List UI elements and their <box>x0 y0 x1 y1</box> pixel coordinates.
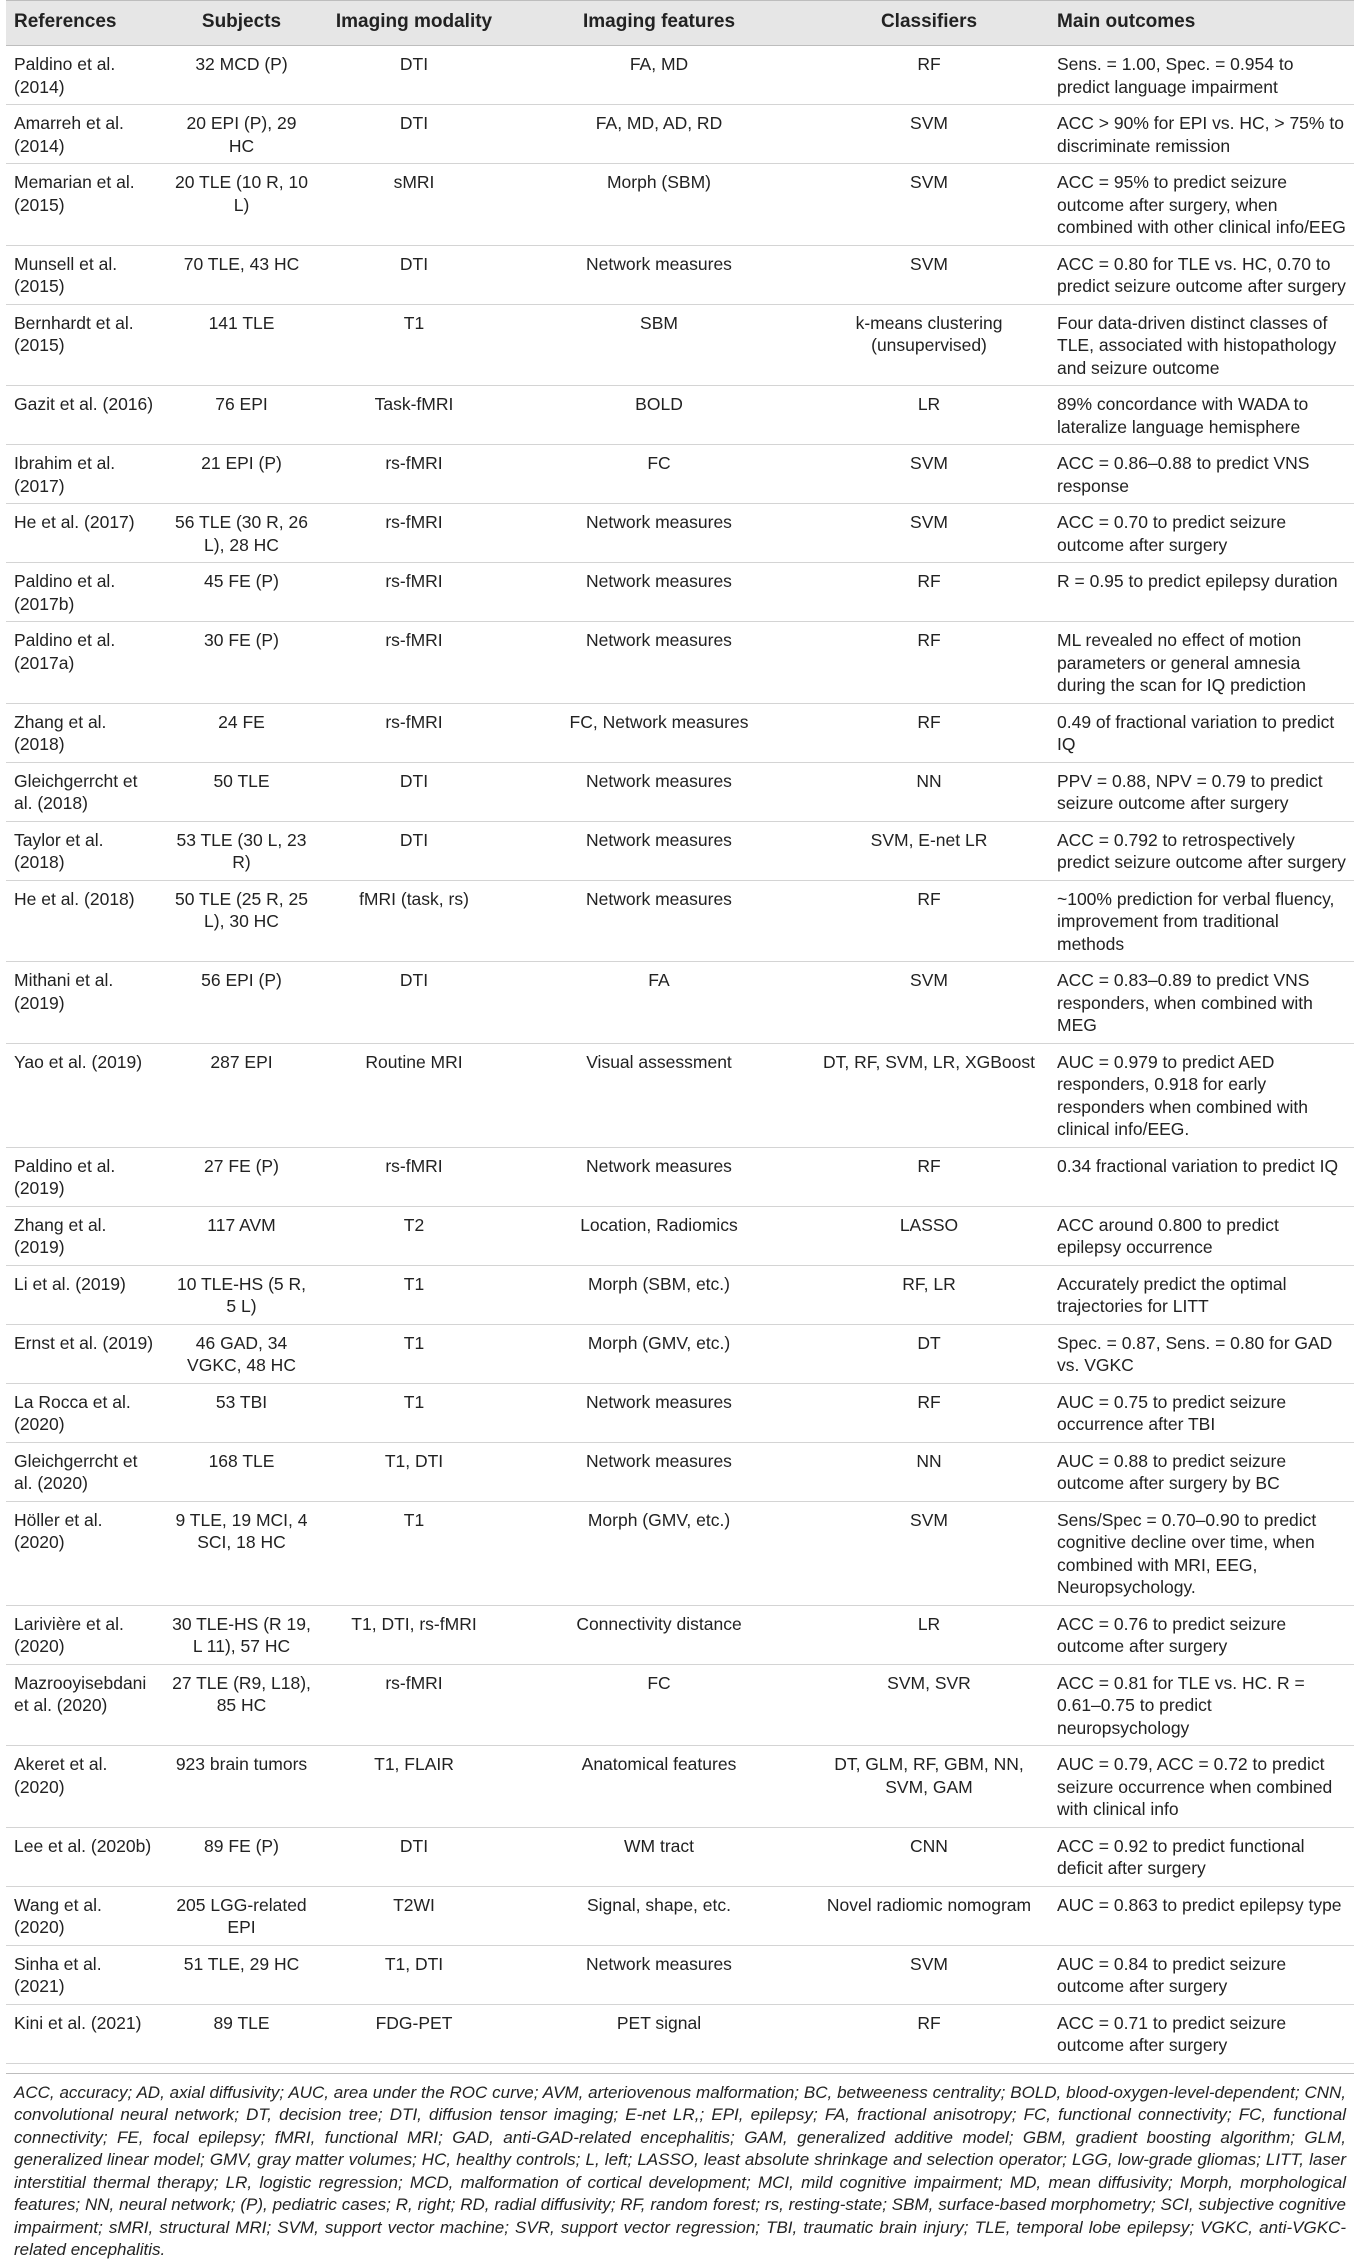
cell-main-outcome: ACC = 0.83–0.89 to predict VNS responders, when combined with MEG <box>1049 962 1354 1044</box>
cell-reference: Munsell et al. (2015) <box>6 245 164 304</box>
cell-imaging-modality: Routine MRI <box>319 1043 509 1147</box>
cell-reference: Memarian et al. (2015) <box>6 164 164 246</box>
table-row <box>6 1664 1354 1746</box>
cell-main-outcome: 0.34 fractional variation to predict IQ <box>1049 1147 1354 1206</box>
cell-subjects: 89 FE (P) <box>164 1827 319 1886</box>
cell-imaging-modality: rs-fMRI <box>319 1147 509 1206</box>
cell-imaging-modality: DTI <box>319 46 509 105</box>
cell-subjects: 30 TLE-HS (R 19, L 11), 57 HC <box>164 1605 319 1664</box>
cell-subjects: 70 TLE, 43 HC <box>164 245 319 304</box>
cell-main-outcome: ACC = 0.86–0.88 to predict VNS response <box>1049 445 1354 504</box>
cell-subjects: 51 TLE, 29 HC <box>164 1945 319 2004</box>
cell-classifiers: SVM, E-net LR <box>809 821 1049 880</box>
cell-imaging-features: Network measures <box>509 880 809 962</box>
cell-main-outcome: Accurately predict the optimal trajectories for LITT <box>1049 1265 1354 1324</box>
cell-imaging-features: Network measures <box>509 245 809 304</box>
cell-classifiers: SVM, SVR <box>809 1664 1049 1746</box>
cell-reference: Ibrahim et al. (2017) <box>6 445 164 504</box>
cell-main-outcome: AUC = 0.88 to predict seizure outcome after surgery by BC <box>1049 1442 1354 1501</box>
table-row <box>6 880 1354 962</box>
cell-classifiers: DT <box>809 1324 1049 1383</box>
cell-reference: Paldino et al. (2017a) <box>6 622 164 704</box>
cell-imaging-modality: Task-fMRI <box>319 386 509 445</box>
cell-imaging-modality: rs-fMRI <box>319 622 509 704</box>
cell-subjects: 46 GAD, 34 VGKC, 48 HC <box>164 1324 319 1383</box>
cell-subjects: 20 EPI (P), 29 HC <box>164 105 319 164</box>
table-row <box>6 304 1354 386</box>
cell-imaging-modality: sMRI <box>319 164 509 246</box>
cell-reference: Amarreh et al. (2014) <box>6 105 164 164</box>
cell-main-outcome: AUC = 0.75 to predict seizure occurrence after TBI <box>1049 1383 1354 1442</box>
cell-imaging-modality: T1 <box>319 1324 509 1383</box>
cell-imaging-modality: rs-fMRI <box>319 563 509 622</box>
cell-subjects: 56 TLE (30 R, 26 L), 28 HC <box>164 504 319 563</box>
cell-imaging-features: FA <box>509 962 809 1044</box>
table-row <box>6 1206 1354 1265</box>
cell-imaging-features: FA, MD <box>509 46 809 105</box>
cell-main-outcome: AUC = 0.79, ACC = 0.72 to predict seizure occurrence when combined with clinical info <box>1049 1746 1354 1828</box>
table-row <box>6 1043 1354 1147</box>
cell-classifiers: RF <box>809 563 1049 622</box>
cell-classifiers: k-means clustering (unsupervised) <box>809 304 1049 386</box>
cell-reference: Gleichgerrcht et al. (2018) <box>6 762 164 821</box>
table-row <box>6 1147 1354 1206</box>
cell-imaging-features: Morph (SBM, etc.) <box>509 1265 809 1324</box>
cell-imaging-features: Network measures <box>509 622 809 704</box>
cell-classifiers: SVM <box>809 164 1049 246</box>
cell-imaging-features: Morph (GMV, etc.) <box>509 1501 809 1605</box>
cell-reference: Gazit et al. (2016) <box>6 386 164 445</box>
cell-main-outcome: ~100% prediction for verbal fluency, improvement from traditional methods <box>1049 880 1354 962</box>
header-references: References <box>6 1 164 46</box>
cell-imaging-features: PET signal <box>509 2004 809 2063</box>
cell-imaging-modality: T1 <box>319 1383 509 1442</box>
cell-reference: Li et al. (2019) <box>6 1265 164 1324</box>
cell-reference: Paldino et al. (2017b) <box>6 563 164 622</box>
cell-main-outcome: Four data-driven distinct classes of TLE, associated with histopathology and seizure outcome <box>1049 304 1354 386</box>
cell-imaging-features: Network measures <box>509 762 809 821</box>
cell-reference: Zhang et al. (2018) <box>6 703 164 762</box>
cell-imaging-features: Signal, shape, etc. <box>509 1886 809 1945</box>
cell-subjects: 56 EPI (P) <box>164 962 319 1044</box>
cell-main-outcome: ACC = 0.71 to predict seizure outcome after surgery <box>1049 2004 1354 2063</box>
header-imaging-features: Imaging features <box>509 1 809 46</box>
table-row <box>6 1605 1354 1664</box>
table-row <box>6 1945 1354 2004</box>
cell-classifiers: RF <box>809 1383 1049 1442</box>
cell-classifiers: Novel radiomic nomogram <box>809 1886 1049 1945</box>
cell-reference: Yao et al. (2019) <box>6 1043 164 1147</box>
table-row <box>6 622 1354 704</box>
cell-imaging-modality: T2 <box>319 1206 509 1265</box>
cell-imaging-features: Visual assessment <box>509 1043 809 1147</box>
cell-imaging-features: SBM <box>509 304 809 386</box>
cell-classifiers: SVM <box>809 1945 1049 2004</box>
table-row <box>6 1324 1354 1383</box>
cell-imaging-modality: T1 <box>319 1501 509 1605</box>
cell-classifiers: RF <box>809 2004 1049 2063</box>
cell-imaging-modality: rs-fMRI <box>319 445 509 504</box>
cell-classifiers: RF <box>809 703 1049 762</box>
table-row <box>6 1383 1354 1442</box>
cell-imaging-features: FC, Network measures <box>509 703 809 762</box>
cell-main-outcome: ACC = 0.70 to predict seizure outcome after surgery <box>1049 504 1354 563</box>
cell-classifiers: RF <box>809 880 1049 962</box>
cell-imaging-modality: T1, DTI <box>319 1442 509 1501</box>
cell-imaging-modality: T1 <box>319 1265 509 1324</box>
header-classifiers: Classifiers <box>809 1 1049 46</box>
cell-imaging-features: Network measures <box>509 563 809 622</box>
table-row <box>6 164 1354 246</box>
cell-reference: He et al. (2018) <box>6 880 164 962</box>
cell-imaging-modality: fMRI (task, rs) <box>319 880 509 962</box>
cell-reference: Wang et al. (2020) <box>6 1886 164 1945</box>
cell-classifiers: SVM <box>809 105 1049 164</box>
table-row <box>6 245 1354 304</box>
cell-imaging-modality: DTI <box>319 1827 509 1886</box>
cell-reference: Larivière et al. (2020) <box>6 1605 164 1664</box>
cell-classifiers: DT, RF, SVM, LR, XGBoost <box>809 1043 1049 1147</box>
cell-imaging-features: WM tract <box>509 1827 809 1886</box>
cell-reference: Akeret et al. (2020) <box>6 1746 164 1828</box>
cell-classifiers: SVM <box>809 962 1049 1044</box>
cell-subjects: 21 EPI (P) <box>164 445 319 504</box>
cell-subjects: 24 FE <box>164 703 319 762</box>
cell-subjects: 32 MCD (P) <box>164 46 319 105</box>
cell-main-outcome: ACC = 0.76 to predict seizure outcome after surgery <box>1049 1605 1354 1664</box>
table-row <box>6 386 1354 445</box>
cell-imaging-modality: T1, DTI, rs-fMRI <box>319 1605 509 1664</box>
cell-classifiers: SVM <box>809 1501 1049 1605</box>
cell-main-outcome: Spec. = 0.87, Sens. = 0.80 for GAD vs. VGKC <box>1049 1324 1354 1383</box>
cell-subjects: 76 EPI <box>164 386 319 445</box>
cell-main-outcome: R = 0.95 to predict epilepsy duration <box>1049 563 1354 622</box>
cell-subjects: 50 TLE <box>164 762 319 821</box>
cell-classifiers: RF, LR <box>809 1265 1049 1324</box>
cell-subjects: 141 TLE <box>164 304 319 386</box>
table-row <box>6 703 1354 762</box>
cell-classifiers: NN <box>809 762 1049 821</box>
cell-subjects: 205 LGG-related EPI <box>164 1886 319 1945</box>
cell-reference: Mithani et al. (2019) <box>6 962 164 1044</box>
cell-imaging-modality: rs-fMRI <box>319 703 509 762</box>
cell-imaging-features: Network measures <box>509 1147 809 1206</box>
cell-subjects: 10 TLE-HS (5 R, 5 L) <box>164 1265 319 1324</box>
cell-classifiers: LR <box>809 386 1049 445</box>
header-subjects: Subjects <box>164 1 319 46</box>
table-row <box>6 821 1354 880</box>
cell-classifiers: RF <box>809 1147 1049 1206</box>
cell-main-outcome: ACC around 0.800 to predict epilepsy occurrence <box>1049 1206 1354 1265</box>
table-row <box>6 1442 1354 1501</box>
cell-imaging-features: Network measures <box>509 1442 809 1501</box>
cell-subjects: 27 TLE (R9, L18), 85 HC <box>164 1664 319 1746</box>
cell-main-outcome: AUC = 0.863 to predict epilepsy type <box>1049 1886 1354 1945</box>
cell-imaging-modality: DTI <box>319 105 509 164</box>
cell-imaging-features: Connectivity distance <box>509 1605 809 1664</box>
studies-table <box>6 0 1354 2064</box>
cell-imaging-modality: T1 <box>319 304 509 386</box>
header-imaging-modality: Imaging modality <box>319 1 509 46</box>
cell-imaging-modality: T2WI <box>319 1886 509 1945</box>
cell-main-outcome: Sens. = 1.00, Spec. = 0.954 to predict language impairment <box>1049 46 1354 105</box>
cell-subjects: 20 TLE (10 R, 10 L) <box>164 164 319 246</box>
cell-main-outcome: ACC = 95% to predict seizure outcome after surgery, when combined with other clinical info/EEG <box>1049 164 1354 246</box>
table-row <box>6 1501 1354 1605</box>
cell-imaging-features: FA, MD, AD, RD <box>509 105 809 164</box>
table-row <box>6 1886 1354 1945</box>
cell-subjects: 45 FE (P) <box>164 563 319 622</box>
cell-subjects: 30 FE (P) <box>164 622 319 704</box>
cell-imaging-features: FC <box>509 445 809 504</box>
table-row <box>6 1746 1354 1828</box>
table-row <box>6 762 1354 821</box>
cell-subjects: 923 brain tumors <box>164 1746 319 1828</box>
cell-reference: Sinha et al. (2021) <box>6 1945 164 2004</box>
table-row <box>6 46 1354 105</box>
cell-main-outcome: ACC > 90% for EPI vs. HC, > 75% to discriminate remission <box>1049 105 1354 164</box>
cell-imaging-features: Network measures <box>509 504 809 563</box>
cell-imaging-modality: rs-fMRI <box>319 1664 509 1746</box>
cell-imaging-features: Morph (SBM) <box>509 164 809 246</box>
cell-imaging-features: Location, Radiomics <box>509 1206 809 1265</box>
cell-imaging-features: Network measures <box>509 1945 809 2004</box>
table-row <box>6 2004 1354 2063</box>
cell-main-outcome: ML revealed no effect of motion parameters or general amnesia during the scan for IQ prediction <box>1049 622 1354 704</box>
cell-imaging-features: Anatomical features <box>509 1746 809 1828</box>
cell-main-outcome: Sens/Spec = 0.70–0.90 to predict cognitive decline over time, when combined with MRI, EEG, Neuropsychology. <box>1049 1501 1354 1605</box>
cell-subjects: 89 TLE <box>164 2004 319 2063</box>
header-main-outcomes: Main outcomes <box>1049 1 1354 46</box>
header-row <box>6 1 1354 46</box>
cell-reference: Paldino et al. (2014) <box>6 46 164 105</box>
cell-main-outcome: ACC = 0.792 to retrospectively predict seizure outcome after surgery <box>1049 821 1354 880</box>
cell-subjects: 53 TLE (30 L, 23 R) <box>164 821 319 880</box>
cell-subjects: 117 AVM <box>164 1206 319 1265</box>
cell-subjects: 168 TLE <box>164 1442 319 1501</box>
cell-imaging-modality: T1, FLAIR <box>319 1746 509 1828</box>
table-body <box>6 46 1354 2064</box>
cell-classifiers: LASSO <box>809 1206 1049 1265</box>
cell-subjects: 53 TBI <box>164 1383 319 1442</box>
cell-imaging-modality: FDG-PET <box>319 2004 509 2063</box>
cell-classifiers: SVM <box>809 245 1049 304</box>
cell-classifiers: SVM <box>809 504 1049 563</box>
table-row <box>6 504 1354 563</box>
cell-imaging-modality: DTI <box>319 245 509 304</box>
cell-classifiers: RF <box>809 622 1049 704</box>
cell-reference: Gleichgerrcht et al. (2020) <box>6 1442 164 1501</box>
cell-classifiers: LR <box>809 1605 1049 1664</box>
cell-reference: Höller et al. (2020) <box>6 1501 164 1605</box>
cell-reference: Bernhardt et al. (2015) <box>6 304 164 386</box>
cell-imaging-modality: DTI <box>319 962 509 1044</box>
cell-reference: He et al. (2017) <box>6 504 164 563</box>
cell-reference: Lee et al. (2020b) <box>6 1827 164 1886</box>
table-footnote: ACC, accuracy; AD, axial diffusivity; AUC, area under the ROC curve; AVM, arteriovenous malformation; BC, betweeness centrality; BOLD, blood-oxygen-level-dependent; CNN, convolutional neural network; DT, decision tree; DTI, diffusion tensor imaging; E-net LR,; EPI, epilepsy; FA, fractional anisotropy; FC, functional connectivity; FC, functional connectivity; FE, focal epilepsy; fMRI, functional MRI; GAD, anti-GAD-related encephalitis; GAM, generalized additive model; GBM, gradient boosting algorithm; GLM, generalized linear model; GMV, gray matter volumes; HC, healthy controls; L, left; LASSO, least absolute shrinkage and selection operator; LGG, low-grade gliomas; LITT, laser interstitial thermal therapy; LR, logistic regression; MCD, malformation of cortical development; MCI, mild cognitive impairment; MD, mean diffusivity; Morph, morphological features; NN, neural network; (P), pediatric cases; R, right; RD, radial diffusivity; RF, random forest; rs, resting-state; SBM, surface-based morphometry; SCI, subjective cognitive impairment; sMRI, structural MRI; SVM, support vector machine; SVR, support vector regression; TBI, traumatic brain injury; TLE, temporal lobe epilepsy; VGKC, anti-VGKC-related encephalitis. <box>6 2073 1354 2262</box>
cell-imaging-modality: rs-fMRI <box>319 504 509 563</box>
table-row <box>6 1827 1354 1886</box>
cell-main-outcome: AUC = 0.84 to predict seizure outcome after surgery <box>1049 1945 1354 2004</box>
cell-reference: Paldino et al. (2019) <box>6 1147 164 1206</box>
cell-classifiers: NN <box>809 1442 1049 1501</box>
cell-reference: Taylor et al. (2018) <box>6 821 164 880</box>
cell-imaging-features: Network measures <box>509 1383 809 1442</box>
cell-main-outcome: 0.49 of fractional variation to predict IQ <box>1049 703 1354 762</box>
table-row <box>6 563 1354 622</box>
cell-main-outcome: ACC = 0.92 to predict functional deficit after surgery <box>1049 1827 1354 1886</box>
cell-reference: Kini et al. (2021) <box>6 2004 164 2063</box>
table-row <box>6 962 1354 1044</box>
table-header <box>6 1 1354 46</box>
cell-imaging-features: Network measures <box>509 821 809 880</box>
cell-main-outcome: 89% concordance with WADA to lateralize language hemisphere <box>1049 386 1354 445</box>
cell-main-outcome: ACC = 0.80 for TLE vs. HC, 0.70 to predict seizure outcome after surgery <box>1049 245 1354 304</box>
cell-imaging-features: FC <box>509 1664 809 1746</box>
cell-subjects: 287 EPI <box>164 1043 319 1147</box>
cell-reference: La Rocca et al. (2020) <box>6 1383 164 1442</box>
cell-main-outcome: ACC = 0.81 for TLE vs. HC. R = 0.61–0.75 to predict neuropsychology <box>1049 1664 1354 1746</box>
cell-classifiers: RF <box>809 46 1049 105</box>
cell-reference: Ernst et al. (2019) <box>6 1324 164 1383</box>
cell-main-outcome: AUC = 0.979 to predict AED responders, 0.918 for early responders when combined with clinical info/EEG. <box>1049 1043 1354 1147</box>
cell-reference: Mazrooyisebdani et al. (2020) <box>6 1664 164 1746</box>
table-row <box>6 105 1354 164</box>
cell-classifiers: DT, GLM, RF, GBM, NN, SVM, GAM <box>809 1746 1049 1828</box>
cell-reference: Zhang et al. (2019) <box>6 1206 164 1265</box>
table-row <box>6 445 1354 504</box>
cell-imaging-features: BOLD <box>509 386 809 445</box>
table-row <box>6 1265 1354 1324</box>
cell-subjects: 50 TLE (25 R, 25 L), 30 HC <box>164 880 319 962</box>
cell-classifiers: CNN <box>809 1827 1049 1886</box>
cell-classifiers: SVM <box>809 445 1049 504</box>
cell-imaging-modality: T1, DTI <box>319 1945 509 2004</box>
cell-imaging-modality: DTI <box>319 762 509 821</box>
cell-main-outcome: PPV = 0.88, NPV = 0.79 to predict seizure outcome after surgery <box>1049 762 1354 821</box>
cell-subjects: 27 FE (P) <box>164 1147 319 1206</box>
cell-imaging-features: Morph (GMV, etc.) <box>509 1324 809 1383</box>
cell-subjects: 9 TLE, 19 MCI, 4 SCI, 18 HC <box>164 1501 319 1605</box>
cell-imaging-modality: DTI <box>319 821 509 880</box>
